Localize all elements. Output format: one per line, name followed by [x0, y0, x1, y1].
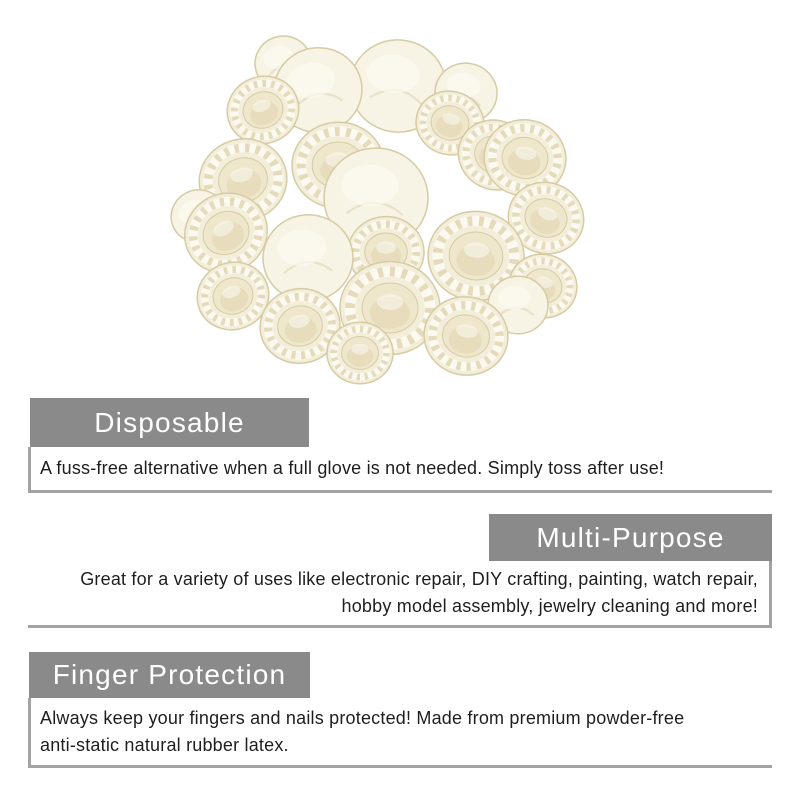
- section-header-multi-purpose: [489, 514, 772, 561]
- section-body-disposable: [28, 447, 772, 493]
- section-title-multi-purpose: Multi-Purpose: [536, 521, 725, 553]
- finger-cots-photo: [158, 8, 598, 393]
- section-header-disposable: [30, 398, 309, 447]
- section-title-finger-protection: Finger Protection: [52, 659, 287, 690]
- section-body-text-finger-protection: Always keep your fingers and nails protected! Made from premium powder-free anti-static natural rubber latex.: [40, 707, 685, 755]
- section-header-finger-protection: [29, 652, 310, 698]
- section-body-text-disposable: A fuss-free alternative when a full glove is not needed. Simply toss after use!: [40, 458, 665, 478]
- section-title-disposable: Disposable: [94, 406, 245, 438]
- section-body-finger-protection: [28, 698, 772, 768]
- section-body-text-multi-purpose: Great for a variety of uses like electronic repair, DIY crafting, painting, watch repair, hobby model assembly, jewelry cleaning and more!: [80, 569, 758, 616]
- section-body-multi-purpose: [28, 561, 772, 628]
